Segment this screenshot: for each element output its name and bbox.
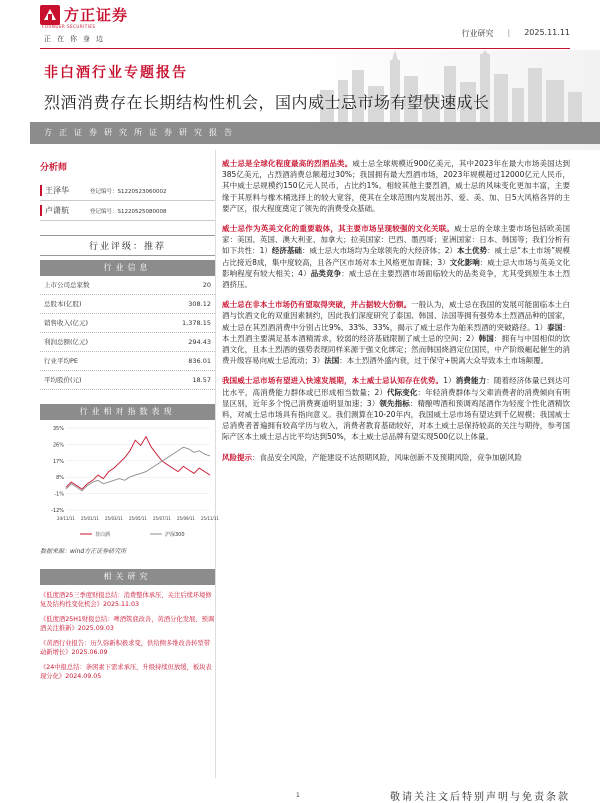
x-tick-label: 25/09/11 [177,516,195,521]
y-tick-label: -1% [54,491,64,498]
paragraph-text: ：威士忌在主要烈酒市场面临较大的品类竞争，尤其受到原生本土烈酒挤压。 [222,268,571,290]
paragraph-text: ：威士忌“本土市场”规模占比接近8成，集中度较高，且各产区市场对本土风格更加青睐；3） [222,246,570,267]
paragraph-text: ：年轻消费群体与父辈消费者的消费倾向有明显区别，近年多个悦己消费赛道明显加速；3） [222,387,570,408]
related-report-link[interactable]: 《低度酒25三季度财报总结：消费整体承压，关注后续环境修复及结构性变化机会》2025.11.03 [40,592,212,608]
y-tick-label: 17% [52,458,64,465]
y-tick-label: 26% [52,442,64,449]
keyword: 领先指标 [379,398,410,408]
analyst-heading: 分析师 [40,163,68,173]
page-footer [0,778,600,803]
keyword: 法国 [324,356,340,366]
column-divider [215,150,216,778]
info-row [40,276,215,295]
x-tick-label: 25/05/11 [129,516,147,521]
paragraph-text: ：威士忌大市场与英美文化影响程度有较大相关；4） [222,257,571,278]
summary-paragraph [222,223,570,290]
info-row [40,333,215,352]
relative-index-chart [40,422,219,542]
paragraph-text: ：本土烈酒主要满足基本酒精需求，较弱的经济基础限制了威士忌的空间；2） [222,322,570,343]
summary-paragraph [222,452,570,463]
info-row [40,314,215,333]
related-reports-heading: 相关研究 [40,569,215,585]
legend-label: 非白酒 [95,532,111,538]
related-report-link[interactable]: 《低度酒25H1财报总结：啤酒筑底改善，黄酒分化发展，预调酒关注推新》2025.09.03 [40,616,215,632]
sector-title: 非白酒行业专题报告 [44,65,188,81]
info-value: 308.12 [188,300,211,308]
related-report-link[interactable]: 《黄酒行业报告：历久弥新积极求变，供给侧多维改善转型带动新增长》2025.06.09 [40,640,211,656]
info-value: 1,378.15 [182,319,211,327]
info-row [40,371,215,390]
summary-paragraph [222,375,570,442]
keyword: 文化影响 [449,257,480,267]
paragraph-lead: 威士忌在非本土市场仍有望取得突破，并占据较大份额。 [222,300,412,310]
summary-paragraph [222,299,570,366]
paragraph-text: ：精酿啤酒和预调鸡尾酒作为轻度个性化酒精饮料，对威士忌市场具有指向意义。我们测算在10-20年内，我国威士忌市场有望达到千亿规模；我国威士忌消费者普遍拥有较高学历与收入，消费者教育基础较好，对本土威士忌保持较高的关注与期待，参考国际产区本土威士忌占比平均达到50%，本土威士忌品牌有望实现500亿以上体量。 [222,398,571,442]
logo-subtitle: FOUNDER SECURITIES [42,24,96,29]
info-label: 行业平均PE [44,357,79,365]
analyst-row [40,201,215,221]
x-tick-label: 24/11/11 [57,516,75,521]
header-divider [40,48,570,49]
info-row [40,295,215,314]
summary-paragraph [222,158,570,214]
related-reports-list [40,591,215,681]
x-tick-label: 25/07/11 [153,516,171,521]
keyword: 经济基础 [271,246,302,256]
page-number: 1 [296,792,300,799]
info-row [40,352,215,371]
institute-bar [30,122,600,144]
info-label: 上市公司总家数 [44,281,90,289]
info-value: 20 [202,281,211,289]
paragraph-text: ：随着经济体量已到达可比水平，高消费能力群体或已形成相当数量；2） [222,376,571,397]
industry-info-table [40,276,215,390]
chart-source: 数据来源：wind方正证券研究所 [40,548,127,555]
paragraph-lead: 风险提示 [222,452,252,462]
info-label: 销售收入(亿元) [44,319,89,327]
analyst-reg: 登记编号：S1220525080008 [90,208,167,215]
paragraph-text: ：本土烈酒外盛内衰，过于保守+脱离大众导致本土市场颠覆。 [339,356,549,366]
paragraph-text: ：威士忌大市场均为全球领先的大经济体；2） [301,246,457,256]
paragraph-lead: 威士忌是全球化程度最高的烈酒品类。 [222,159,353,168]
info-value: 836.01 [188,357,211,365]
paragraph-text: 一般认为，威士忌在我国的发展可能面临本土白酒与饮酒文化的双重因素制约，因此我们深度研究了泰国、韩国、法国等拥有强势本土烈酒品种的国家，威士忌在其烈酒消费中分别占比9%、33%、33%，揭示了威士忌作为舶来烈酒的突破路径。1） [222,300,571,332]
legend-label: 沪深300 [165,532,185,538]
x-tick-label: 25/01/11 [81,516,99,521]
paragraph-text: ：食品安全风险，产能建设不达预期风险，风味创新不及预期风险，竞争加剧风险 [252,452,522,462]
paragraph-lead: 我国威士忌市场有望进入快速发展期，本土威士忌认知存在优势。 [222,376,444,386]
summary-body [222,158,570,472]
info-label: 利润总额(亿元) [44,338,89,346]
industry-info-heading: 行业信息 [40,260,215,276]
paragraph-text: 1） [443,376,456,386]
report-title: 烈酒消费存在长期结构性机会，国内威士忌市场有望快速成长 [44,93,490,112]
report-date: 2025.11.11 [524,28,570,37]
paragraph-text: 威士忌的全球主要市场包括欧美国家：美国、英国、澳大利亚、加拿大；拉美国家：巴西、墨西哥；亚洲国家：日本、韩国等；我们分析有如下共性：1） [222,224,571,256]
analyst-name: 卢潇航 [40,205,90,216]
analyst-name: 王泽华 [40,185,90,196]
analyst-row [40,181,215,201]
info-value: 294.43 [188,338,211,346]
report-type: 行业研究 [461,29,494,38]
info-label: 总股本(亿股) [44,300,82,308]
keyword: 代际变化 [387,387,418,397]
paragraph-text: ：拥有与中国相似的饮酒文化，且本土烈酒的强势表现同样来源于强文化绑定；然而韩国烧酒定位国民，中产阶级崛起催生的消费升级容易向威士忌流动；3） [222,333,570,366]
industry-rating: 行业评级：推荐 [40,235,215,256]
x-tick-label: 25/03/11 [105,516,123,521]
sidebar [40,160,219,687]
keyword: 本土优势 [457,246,488,256]
header-meta [461,28,570,39]
info-value: 18.57 [192,376,211,384]
keyword: 品类竞争 [310,268,342,278]
paragraph-lead: 威士忌作为英美文化的重要载体，其主要市场呈现较强的文化关联。 [222,224,455,234]
y-tick-label: 35% [52,426,64,432]
founder-logo-icon [40,5,60,25]
keyword: 泰国 [547,322,563,332]
series-line [66,447,210,491]
brand-logo [40,4,128,25]
relative-index-chart-box [40,404,219,555]
logo-text: 方正证券 [64,6,129,24]
x-tick-label: 25/11/11 [201,516,219,521]
keyword: 消费能力 [455,376,487,386]
paragraph-text: 威士忌全球规模近900亿美元，其中2023年在最大市场美国达到385亿美元，占烈酒消费总额超过30%；我国拥有最大烈酒市场，2023年规模超过12000亿元人民币，其中威士忌规模约150亿元人民币，占比约1%。相较其他主要烈酒，威士忌的风味变化更加丰富，主要缘于其原料与橡木桶选择上的较大宽容，使其在全球范围内发展出苏、爱、美、加、日5大风格各异的主要产区，很大程度奠定了领先的消费受众基础。 [222,159,570,213]
institute-bar-text: 方正证券研究所证券研究报告 [44,128,239,137]
info-label: 平均股价(元) [44,376,82,384]
header-separator: | [507,28,511,37]
relative-index-heading: 行业相对指数表现 [40,404,215,420]
analyst-reg: 登记编号：S1220523060002 [90,188,167,195]
slogan: 正在你身边 [44,35,109,43]
disclaimer-note: 敬请关注文后特别声明与免责条款 [390,792,570,803]
keyword: 韩国 [478,333,494,343]
page-header [0,0,600,50]
related-report-link[interactable]: 《24中报总结：条困素下需求承压，升级持续但放缓，板块表现分化》2024.09.05 [40,664,212,680]
y-tick-label: 8% [56,475,64,482]
y-tick-label: -12% [51,508,64,514]
